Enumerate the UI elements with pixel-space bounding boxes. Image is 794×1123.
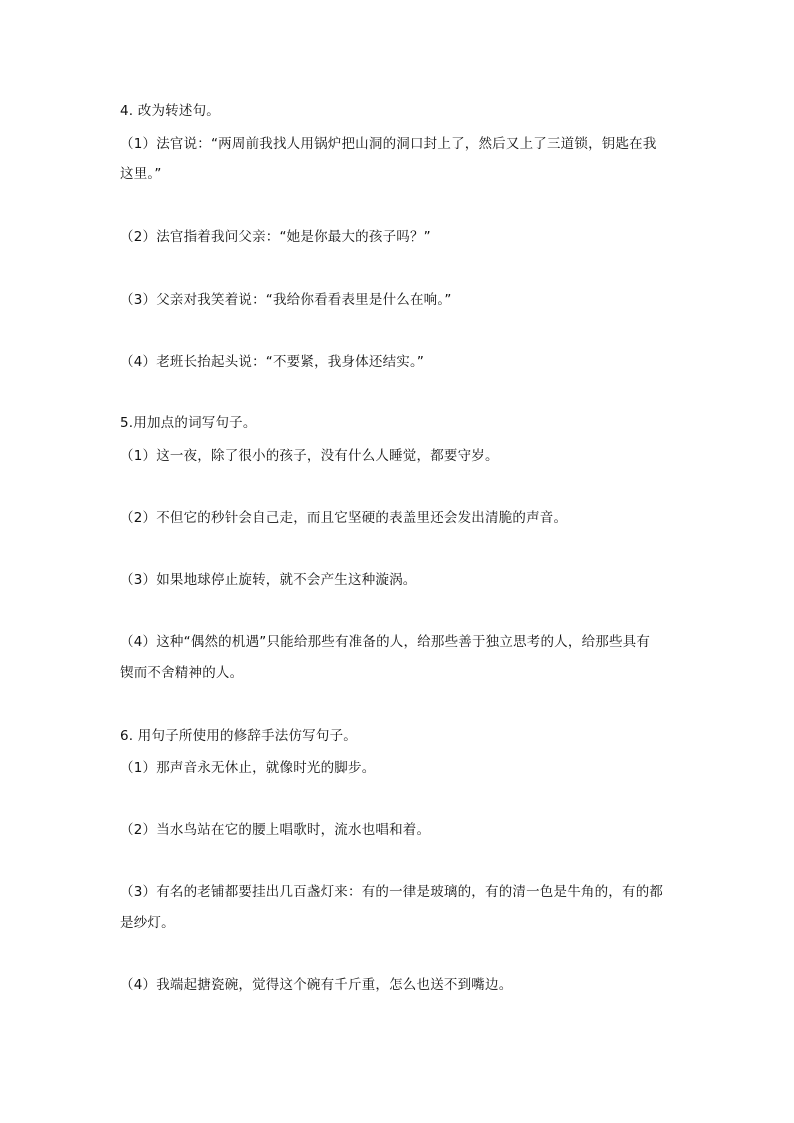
section-5-item-4-line-2: 锲而不舍精神的人。 [120,665,244,681]
section-6-heading: 6. 用句子所使用的修辞手法仿写句子。 [120,728,357,744]
section-5-heading: 5.用加点的词写句子。 [120,415,257,431]
section-4-item-2: （2）法官指着我问父亲：“她是你最大的孩子吗？” [120,229,431,245]
section-4-item-4: （4）老班长抬起头说：“不要紧，我身体还结实。” [120,354,425,370]
section-5-item-2: （2）不但它的秒针会自己走，而且它坚硬的表盖里还会发出清脆的声音。 [120,510,568,526]
section-4-item-1-line-2: 这里。” [120,166,162,182]
section-5-item-3: （3）如果地球停止旋转，就不会产生这种漩涡。 [120,572,417,588]
section-5-item-1: （1）这一夜，除了很小的孩子，没有什么人睡觉，都要守岁。 [120,448,499,464]
section-6-item-4: （4）我端起搪瓷碗，觉得这个碗有千斤重，怎么也送不到嘴边。 [120,977,513,993]
section-5-item-4-line-1: （4）这种“偶然的机遇”只能给那些有准备的人，给那些善于独立思考的人，给那些具有 [120,634,651,650]
section-6-item-1: （1）那声音永无休止，就像时光的脚步。 [120,760,376,776]
section-6-item-2: （2）当水鸟站在它的腰上唱歌时，流水也唱和着。 [120,822,431,838]
section-4-item-1-line-1: （1）法官说：“两周前我找人用锅炉把山洞的洞口封上了，然后又上了三道锁，钥匙在我 [120,136,657,152]
section-4-heading: 4. 改为转述句。 [120,103,220,119]
section-6-item-3-line-1: （3）有名的老铺都要挂出几百盏灯来：有的一律是玻璃的，有的清一色是牛角的，有的都 [120,884,664,900]
section-6-item-3-line-2: 是纱灯。 [120,915,175,931]
section-4-item-3: （3）父亲对我笑着说：“我给你看看表里是什么在响。” [120,292,452,308]
